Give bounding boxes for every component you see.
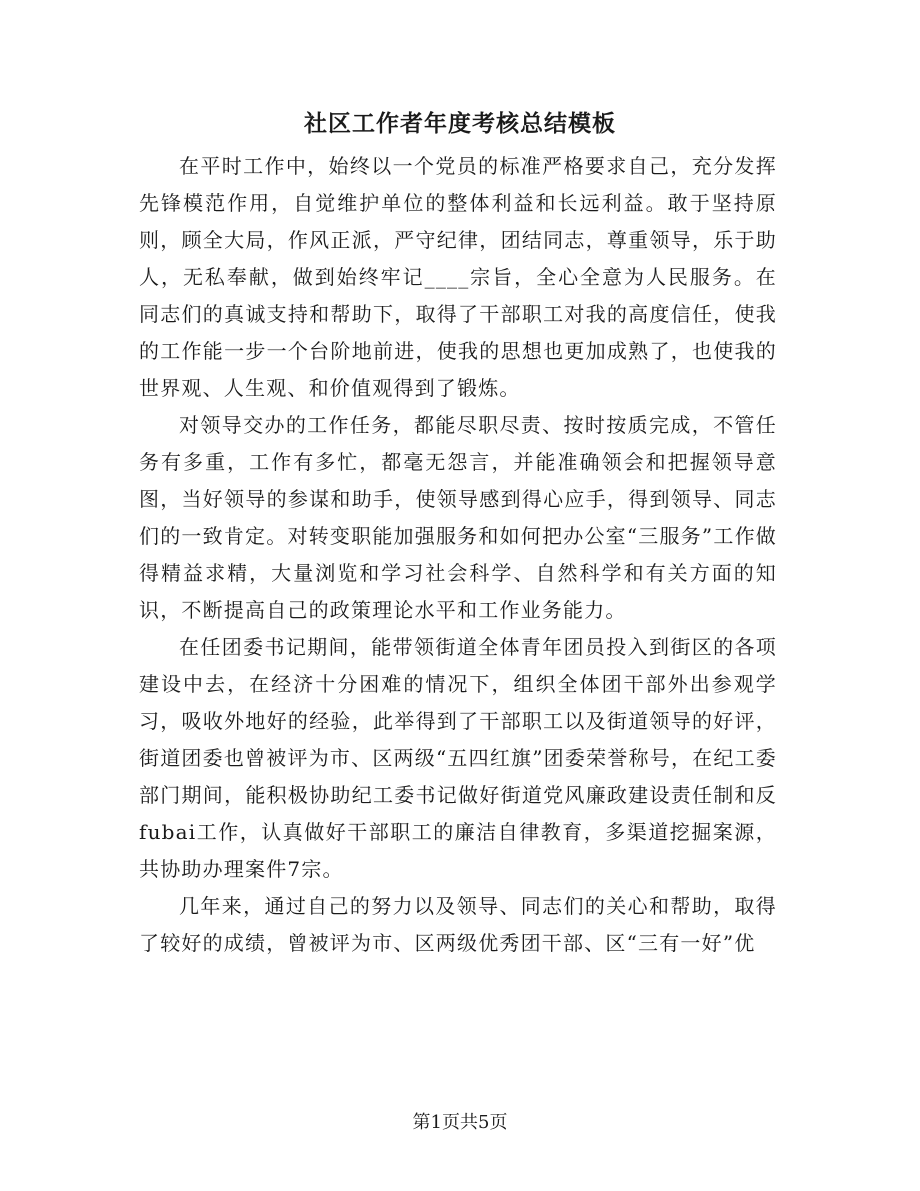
document-body	[139, 148, 777, 962]
document-title: 社区工作者年度考核总结模板	[304, 110, 616, 137]
page-number: 第1页共5页	[412, 1112, 508, 1133]
paragraph-2: 对领导交办的工作任务，都能尽职尽责、按时按质完成，不管任务有多重，工作有多忙，都毫无怨言，并能准确领会和把握领导意图，当好领导的参谋和助手，使领导感到得心应手，得到领导、同志们的一致肯定。对转变职能加强服务和如何把办公室“三服务”工作做得精益求精，大量浏览和学习社会科学、自然科学和有关方面的知识，不断提高自己的政策理论水平和工作业务能力。	[139, 413, 777, 622]
paragraph-1: 在平时工作中，始终以一个党员的标准严格要求自己，充分发挥先锋模范作用，自觉维护单位的整体利益和长远利益。敢于坚持原则，顾全大局，作风正派，严守纪律，团结同志，尊重领导，乐于助人，无私奉献，做到始终牢记____宗旨，全心全意为人民服务。在同志们的真诚支持和帮助下，取得了干部职工对我的高度信任，使我的工作能一步一个台阶地前进，使我的思想也更加成熟了，也使我的世界观、人生观、和价值观得到了锻炼。	[139, 154, 777, 400]
paragraph-4: 几年来，通过自己的努力以及领导、同志们的关心和帮助，取得了较好的成绩，曾被评为市、区两级优秀团干部、区“三有一好”优	[139, 894, 777, 955]
paragraph-3: 在任团委书记期间，能带领街道全体青年团员投入到街区的各项建设中去，在经济十分困难的情况下，组织全体团干部外出参观学习，吸收外地好的经验，此举得到了干部职工以及街道领导的好评，街道团委也曾被评为市、区两级“五四红旗”团委荣誉称号，在纪工委部门期间，能积极协助纪工委书记做好街道党风廉政建设责任制和反fubai工作，认真做好干部职工的廉洁自律教育，多渠道挖掘案源，共协助办理案件7宗。	[139, 635, 777, 881]
